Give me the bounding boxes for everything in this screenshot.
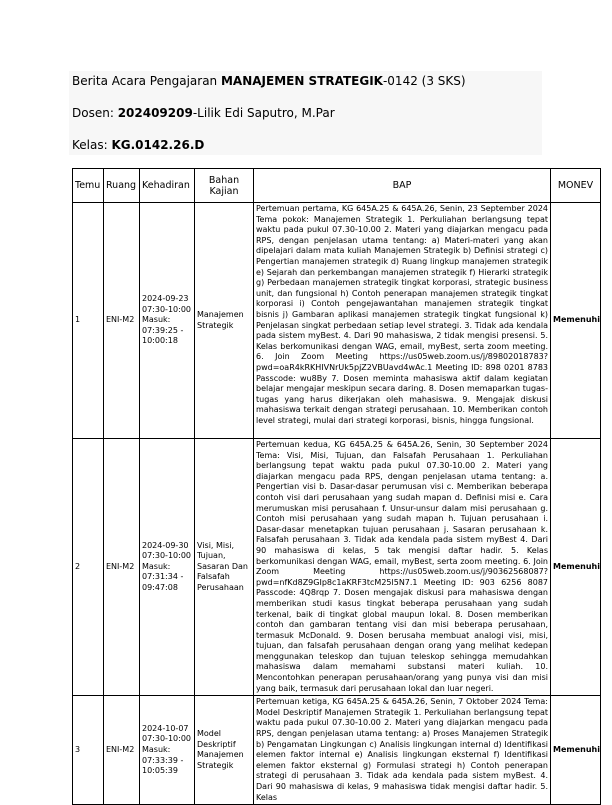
report-header [69, 71, 542, 155]
class-label: Kelas: [72, 138, 112, 152]
col-header-bahan-kajian: Bahan Kajian [195, 169, 254, 203]
bap-table [72, 168, 601, 805]
kehadiran-cell: 2024-09-30 07:30-10:00 Masuk: 07:31:34 - 09:47:08 [140, 439, 195, 696]
lecturer-line [72, 106, 335, 120]
ruang-cell: ENI-M2 [104, 696, 140, 805]
lecturer-label: Dosen: [72, 106, 118, 120]
monev-cell: Memenuhi [551, 203, 601, 439]
kehadiran-cell: 2024-10-07 07:30-10:00 Masuk: 07:33:39 - 10:05:39 [140, 696, 195, 805]
bap-cell: Pertemuan pertama, KG 645A.25 & 645A.26, Senin, 23 September 2024 Tema pokok: Manajemen Strategik 1. Perkuliahan berlangsung tepat waktu pada pukul 07.30-10.00 2. Materi yang diajarkan mengacu pada RPS, dengan penjelasan utama tentang: a) Materi-materi yang akan dipelajari dalam mata kuliah Manajemen Strategik b) Definisi strategi c) Pengertian manajemen strategik d) Ruang lingkup manajemen strategik e) Sejarah dan perkembangan manajemen strategik f) Hierarki strategik g) Perbedaan manajemen strategik tingkat korporasi, strategic business unit, dan fungsional h) Contoh penerapan manajemen strategik tingkat korporasi i) Contoh pengejawantahan manajemen strategik tingkat bisnis j) Gambaran aplikasi manajemen strategik tingkat fungsional k) Penjelasan singkat perbedaan setiap level strategi. 3. Tidak ada kendala pada sistem myBest. 4. Dari 90 mahasiswa, 2 tidak mengisi presensi. 5. Kelas berkomunikasi dengan WAG, email, myBest, serta zoom meeting. 6. Join Zoom Meeting https://us05web.zoom.us/j/89802018783?pwd=oaR4kRKHIVNrUk5pjZ2VBUavd4wAc.1 Meeting ID: 898 0201 8783 Passcode: wu8By 7. Dosen meminta mahasiswa aktif dalam kegiatan belajar mengajar meskipun secara daring. 8. Dosen memaparkan tugas-tugas yang harus dikerjakan oleh mahasiswa. 9. Mengajak diskusi mahasiswa terkait dengan strategi perusahaan. 10. Memberikan contoh level strategi, mulai dari strategi korporasi, bisnis, hingga fungsional. [254, 203, 551, 439]
class-code: KG.0142.26.D [111, 138, 205, 152]
table-header-row [73, 169, 601, 203]
col-header-ruang: Ruang [104, 169, 140, 203]
col-header-kehadiran: Kehadiran [140, 169, 195, 203]
temu-cell: 2 [73, 439, 104, 696]
bahan-kajian-cell: Visi, Misi, Tujuan, Sasaran Dan Falsafah Perusahaan [195, 439, 254, 696]
bap-cell: Pertemuan ketiga, KG 645A.25 & 645A.26, Senin, 7 Oktober 2024 Tema: Model Deskriptif Manajemen Strategik 1. Perkuliahan berlangsung tepat waktu pada pukul 07.30-10.00 2. Materi yang diajarkan mengacu pada RPS, dengan penjelasan utama tentang: a) Proses Manajemen Strategik b) Pengamatan Lingkungan c) Analisis lingkungan internal d) Identifikasi elemen faktor internal e) Analisis lingkungan eksternal f) Identifikasi elemen faktor eksternal g) Formulasi strategi h) Contoh penerapan strategi di perusahaan 3. Tidak ada kendala pada sistem myBest. 4. Dari 90 mahasiswa di kelas, 9 mahasiswa tidak mengisi daftar hadir. 5. Kelas [254, 696, 551, 805]
ruang-cell: ENI-M2 [104, 439, 140, 696]
col-header-temu: Temu [73, 169, 104, 203]
monev-cell: Memenuhi [551, 696, 601, 805]
monev-cell: Memenuhi [551, 439, 601, 696]
col-header-bap: BAP [254, 169, 551, 203]
temu-cell: 1 [73, 203, 104, 439]
title-prefix: Berita Acara Pengajaran [72, 74, 221, 88]
table-row [73, 696, 601, 805]
bahan-kajian-cell: Manajemen Strategik [195, 203, 254, 439]
bap-cell: Pertemuan kedua, KG 645A.25 & 645A.26, Senin, 30 September 2024 Tema: Visi, Misi, Tujuan, dan Falsafah Perusahaan 1. Perkuliahan berlangsung tepat waktu pada pukul 07.30-10.00 2. Materi yang diajarkan mengacu pada RPS, dengan penjelasan utama tentang: a. Pengertian visi b. Dasar-dasar perumusan visi c. Memberikan beberapa contoh visi dari perusahaan yang sudah mapan d. Definisi misi e. Cara merumuskan misi perusahaan f. Unsur-unsur dalam misi perusahaan g. Contoh misi perusahaan yang sudah mapan h. Tujuan perusahaan i. Dasar-dasar menetapkan tujuan perusahaan j. Sasaran perusahaan k. Falsafah perusahaan 3. Tidak ada kendala pada sistem myBest 4. Dari 90 mahasiswa di kelas, 5 tak mengisi daftar hadir. 5. Kelas berkomunikasi dengan WAG, email, myBest, serta zoom meeting. 6. Join Zoom Meeting https://us05web.zoom.us/j/90362568087?pwd=nfKd8Z9GIp8c1aKRF3tcM25l5N7.1 Meeting ID: 903 6256 8087 Passcode: 4Q8rqp 7. Dosen mengajak diskusi para mahasiswa dengan memberikan studi kasus tingkat beberapa perusahaan yang sudah terkenal, baik di tingkat global maupun lokal. 8. Dosen memberikan contoh dan gambaran tentang visi dan misi beberapa perusahaan, termasuk McDonald. 9. Dosen berusaha membuat analogi visi, misi, tujuan, dan falsafah perusahaan dengan orang yang melihat kedepan menggunakan teleskop dan tujuan teleskop sehingga memudahkan mahasiswa dalam memahami substansi materi kuliah. 10. Mencontohkan penerapan perusahaan/orang yang punya visi dan misi yang baik, termasuk dari perusahaan lokal dan luar negeri. [254, 439, 551, 696]
lecturer-id: 202409209 [117, 106, 193, 120]
table-row [73, 203, 601, 439]
temu-cell: 3 [73, 696, 104, 805]
course-name: MANAJEMEN STRATEGIK [220, 74, 383, 88]
col-header-monev: MONEV [551, 169, 601, 203]
class-line [72, 138, 204, 152]
table-row [73, 439, 601, 696]
lecturer-name: -Lilik Edi Saputro, M.Par [192, 106, 335, 120]
report-title [72, 74, 466, 88]
bahan-kajian-cell: Model Deskriptif Manajemen Strategik [195, 696, 254, 805]
kehadiran-cell: 2024-09-23 07:30-10:00 Masuk: 07:39:25 - 10:00:18 [140, 203, 195, 439]
ruang-cell: ENI-M2 [104, 203, 140, 439]
course-code: -0142 (3 SKS) [382, 74, 466, 88]
